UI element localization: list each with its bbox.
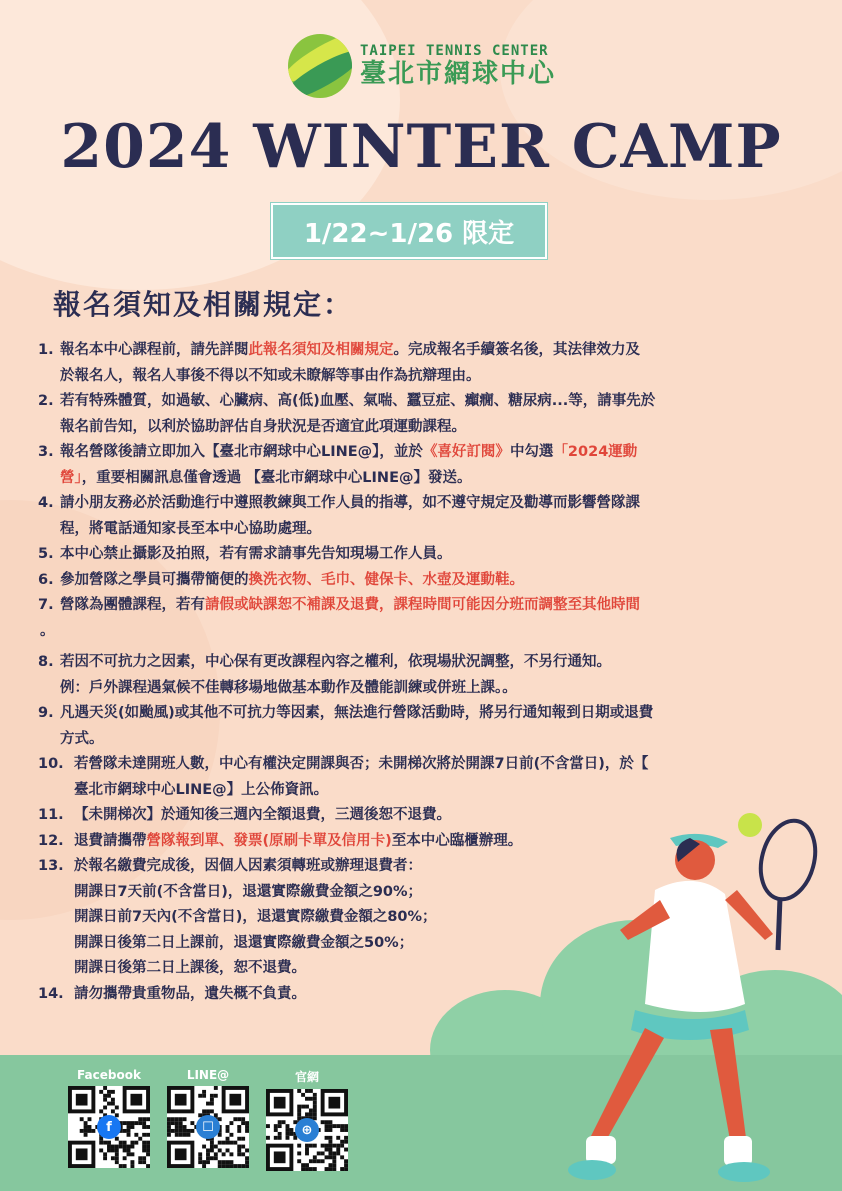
item-number: 8. bbox=[38, 654, 54, 670]
logo bbox=[288, 34, 556, 98]
rule-text: 退費請攜帶 bbox=[74, 832, 147, 849]
rule-text: ，重要相關訊息僅會透過 【臺北市網球中心LINE@】發送。 bbox=[81, 469, 472, 486]
rule-text: 報名營隊後請立即加入【臺北市網球中心LINE@】，並於 bbox=[60, 444, 423, 460]
qr-label: Facebook bbox=[77, 1068, 141, 1082]
item-number: 1. bbox=[38, 342, 54, 358]
date-badge: 1/22~1/26 限定 bbox=[271, 203, 547, 259]
qr-label: 官網 bbox=[294, 1070, 319, 1084]
rule-text: 報名前告知，以利於協助評估自身狀況是否適宜此項運動課程。 bbox=[60, 418, 466, 435]
line-icon: ☐ bbox=[196, 1115, 220, 1139]
rule-text: 中勾選 bbox=[509, 444, 554, 460]
qr-label: LINE@ bbox=[186, 1068, 230, 1082]
item-number: 9. bbox=[38, 705, 54, 721]
rule-text: 至本中心臨櫃辦理。 bbox=[391, 832, 523, 849]
list-item bbox=[38, 752, 803, 803]
rule-text: 。完成報名手續簽名後，其法律效力及 bbox=[393, 342, 640, 358]
list-item bbox=[38, 389, 803, 440]
rule-text: 。 bbox=[40, 622, 55, 639]
rule-text: 請勿攜帶貴重物品，遺失概不負責。 bbox=[74, 985, 306, 1002]
rule-highlight: 營」 bbox=[60, 469, 82, 486]
logo-chinese: 臺北市網球中心 bbox=[360, 59, 557, 89]
rule-highlight: 營隊報到單、發票(原刷卡單及信用卡) bbox=[146, 832, 392, 849]
rule-text: 凡遇天災(如颱風)或其他不可抗力等因素，無法進行營隊活動時，將另行通知報到日期或退費 bbox=[60, 705, 654, 721]
logo-english: TAIPEI TENNIS CENTER bbox=[360, 43, 549, 59]
item-number: 12. bbox=[38, 832, 64, 849]
qr-line[interactable] bbox=[165, 1068, 251, 1168]
tennis-ball-icon bbox=[288, 34, 352, 98]
rule-text: 參加營隊之學員可攜帶簡便的 bbox=[60, 571, 249, 588]
page-title: 2024 WINTER CAMP bbox=[60, 112, 782, 182]
item-number: 4. bbox=[38, 495, 54, 511]
rule-text: 若因不可抗力之因素，中心保有更改課程內容之權利，依現場狀況調整，不另行通知。 bbox=[60, 654, 611, 670]
rule-text: 於報名繳費完成後，因個人因素須轉班或辦理退費者： bbox=[74, 858, 422, 874]
rule-text: 若營隊未達開班人數，中心有權決定開課與否；未開梯次將於開課7日前(不含當日)，於【 bbox=[74, 756, 649, 772]
item-number: 14. bbox=[38, 985, 64, 1002]
item-number: 10. bbox=[38, 756, 64, 772]
rule-text: 【未開梯次】於通知後三週內全額退費，三週後恕不退費。 bbox=[74, 807, 451, 823]
item-number: 6. bbox=[38, 571, 54, 588]
rule-text: 例：戶外課程遇氣候不佳轉移場地做基本動作及體能訓練或併班上課。。 bbox=[60, 679, 517, 696]
refund-tier: 開課日後第二日上課後，恕不退費。 bbox=[74, 960, 306, 976]
item-number: 3. bbox=[38, 444, 54, 460]
rule-highlight: 換洗衣物、毛巾、健保卡、水壺及運動鞋。 bbox=[248, 571, 524, 588]
rule-text: 若有特殊體質，如過敏、心臟病、高(低)血壓、氣喘、蠶豆症、癲癇、糖尿病...等，請事先於 bbox=[60, 393, 656, 409]
item-number: 7. bbox=[38, 597, 54, 613]
list-item bbox=[38, 338, 803, 389]
list-item bbox=[38, 440, 803, 491]
refund-tier: 開課日前7天內(不含當日)，退還實際繳費金額之80%； bbox=[74, 909, 437, 925]
rule-highlight: 此報名須知及相關規定 bbox=[248, 342, 394, 358]
rule-text: 營隊為團體課程，若有 bbox=[60, 597, 205, 613]
qr-code[interactable] bbox=[266, 1089, 348, 1171]
list-item bbox=[38, 568, 803, 594]
list-item bbox=[38, 701, 803, 752]
rule-text: 臺北市網球中心LINE@】上公佈資訊。 bbox=[74, 781, 329, 798]
globe-icon: ⊕ bbox=[295, 1118, 319, 1142]
rule-highlight: 請假或缺課恕不補課及退費，課程時間可能因分班而調整至其他時間 bbox=[205, 597, 640, 613]
qr-code[interactable] bbox=[167, 1086, 249, 1168]
rule-highlight: 《喜好訂閱》 bbox=[422, 444, 510, 460]
item-number: 2. bbox=[38, 393, 54, 409]
rule-text: 報名本中心課程前，請先詳閱 bbox=[60, 342, 249, 358]
rule-text: 於報名人，報名人事後不得以不知或未瞭解等事由作為抗辯理由。 bbox=[60, 367, 481, 384]
item-number: 11. bbox=[38, 807, 64, 823]
refund-tier: 開課日後第二日上課前，退還實際繳費金額之50%； bbox=[74, 934, 414, 951]
list-item bbox=[38, 593, 803, 619]
list-item bbox=[38, 491, 803, 542]
list-item bbox=[38, 542, 803, 568]
rule-text: 方式。 bbox=[60, 730, 104, 747]
rule-highlight: 「2024運動 bbox=[553, 444, 638, 460]
list-item bbox=[38, 650, 803, 701]
tennis-player-illustration bbox=[520, 800, 842, 1191]
item-number: 5. bbox=[38, 546, 54, 562]
item-number: 13. bbox=[38, 858, 64, 874]
qr-website[interactable] bbox=[264, 1068, 350, 1171]
section-heading: 報名須知及相關規定： bbox=[53, 288, 354, 321]
rule-text: 程，將電話通知家長至本中心協助處理。 bbox=[60, 520, 321, 537]
refund-tier: 開課日7天前(不含當日)，退還實際繳費金額之90%； bbox=[74, 883, 423, 900]
qr-facebook[interactable] bbox=[66, 1068, 152, 1168]
rule-text: 本中心禁止攝影及拍照，若有需求請事先告知現場工作人員。 bbox=[60, 546, 452, 562]
rule-text: 請小朋友務必於活動進行中遵照教練與工作人員的指導，如不遵守規定及勸導而影響營隊課 bbox=[60, 495, 640, 511]
qr-code[interactable] bbox=[68, 1086, 150, 1168]
facebook-icon: f bbox=[97, 1115, 121, 1139]
